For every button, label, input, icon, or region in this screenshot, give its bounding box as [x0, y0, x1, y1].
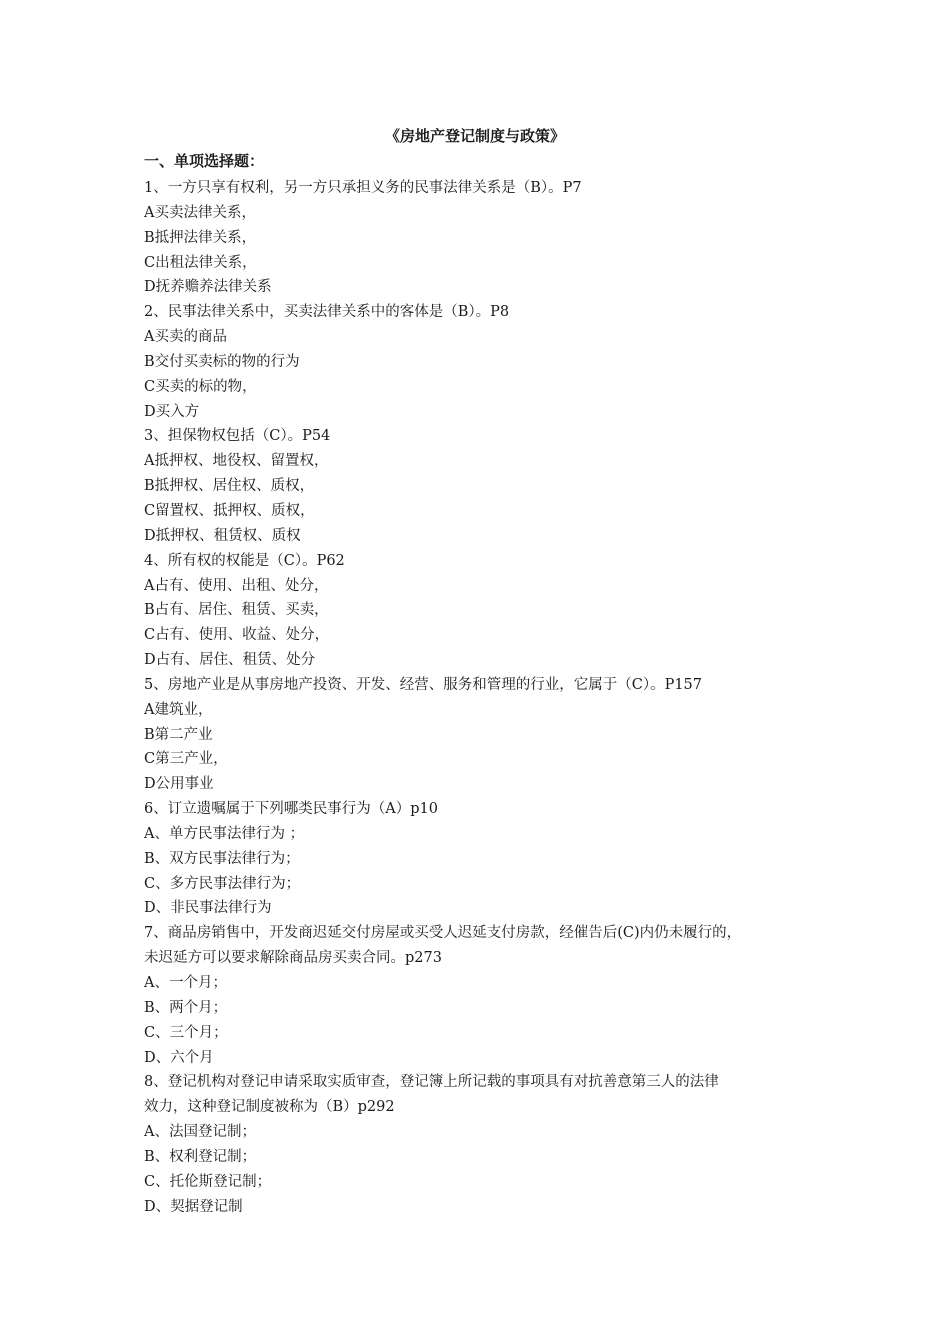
option-7c: C、三个月； [144, 1024, 228, 1041]
option-2b: B交付买卖标的物的行为 [144, 353, 300, 370]
option-4a: A占有、使用、出租、处分， [144, 577, 329, 594]
option-5a: A建筑业， [144, 701, 213, 718]
option-1a: A买卖法律关系， [144, 204, 256, 221]
question-2: 2、民事法律关系中，买卖法律关系中的客体是（B）。P8 [144, 304, 510, 321]
option-7a: A、一个月； [144, 975, 227, 991]
option-3b: B抵押权、居住权、质权， [144, 478, 315, 495]
option-8a: A、法国登记制； [144, 1124, 256, 1141]
question-7-line-2: 未迟延方可以要求解除商品房买卖合同。p273 [144, 950, 442, 967]
question-6: 6、订立遗嘱属于下列哪类民事行为（A）p10 [144, 801, 438, 818]
document-title: 《房地产登记制度与政策》 [384, 127, 565, 145]
question-4: 4、所有权的权能是（C）。P62 [144, 552, 345, 569]
option-5d: D公用事业 [144, 776, 214, 793]
option-2a: A买卖的商品 [144, 329, 227, 346]
option-5c: C第三产业， [144, 751, 228, 768]
option-8b: B、权利登记制； [144, 1148, 257, 1165]
option-8d: D、契据登记制 [144, 1198, 243, 1215]
option-6a: A、单方民事法律行为 ； [144, 825, 305, 842]
option-5b: B第二产业 [144, 726, 213, 743]
option-7b: B、两个月； [144, 999, 228, 1016]
question-5: 5、房地产业是从事房地产投资、开发、经营、服务和管理的行业，它属于（C）。P157 [144, 676, 702, 693]
option-1d: D抚养赡养法律关系 [144, 279, 272, 296]
option-8c: C、托伦斯登记制； [144, 1173, 272, 1190]
option-6b: B、双方民事法律行为； [144, 850, 300, 867]
option-3a: A抵押权、地役权、留置权， [144, 453, 329, 470]
question-list [144, 176, 814, 1219]
option-2d: D买入方 [144, 403, 200, 420]
option-4d: D占有、居住、租赁、处分 [144, 652, 316, 669]
option-4b: B占有、居住、租赁、买卖， [144, 602, 329, 619]
option-4c: C占有、使用、收益、处分， [144, 627, 330, 644]
option-1b: B抵押法律关系， [144, 229, 257, 246]
question-8-line-1: 8、登记机构对登记申请采取实质审查，登记簿上所记载的事项具有对抗善意第三人的法律 [144, 1074, 719, 1091]
section-heading: 一、单项选择题： [144, 152, 265, 170]
option-1c: C出租法律关系， [144, 254, 257, 271]
question-3: 3、担保物权包括（C）。P54 [144, 428, 331, 445]
option-6d: D、非民事法律行为 [144, 900, 272, 917]
option-3d: D抵押权、租赁权、质权 [144, 527, 301, 544]
question-1: 1、一方只享有权利，另一方只承担义务的民事法律关系是（B）。P7 [144, 180, 582, 196]
option-6c: C、多方民事法律行为； [144, 875, 301, 892]
question-7-line-1: 7、商品房销售中，开发商迟延交付房屋或买受人迟延支付房款，经催告后(C)内仍未履行的， [144, 925, 742, 942]
question-8-line-2: 效力，这种登记制度被称为（B）p292 [144, 1099, 395, 1116]
option-3c: C留置权、抵押权、质权， [144, 502, 315, 519]
option-7d: D、六个月 [144, 1049, 214, 1066]
option-2c: C买卖的标的物， [144, 378, 257, 395]
